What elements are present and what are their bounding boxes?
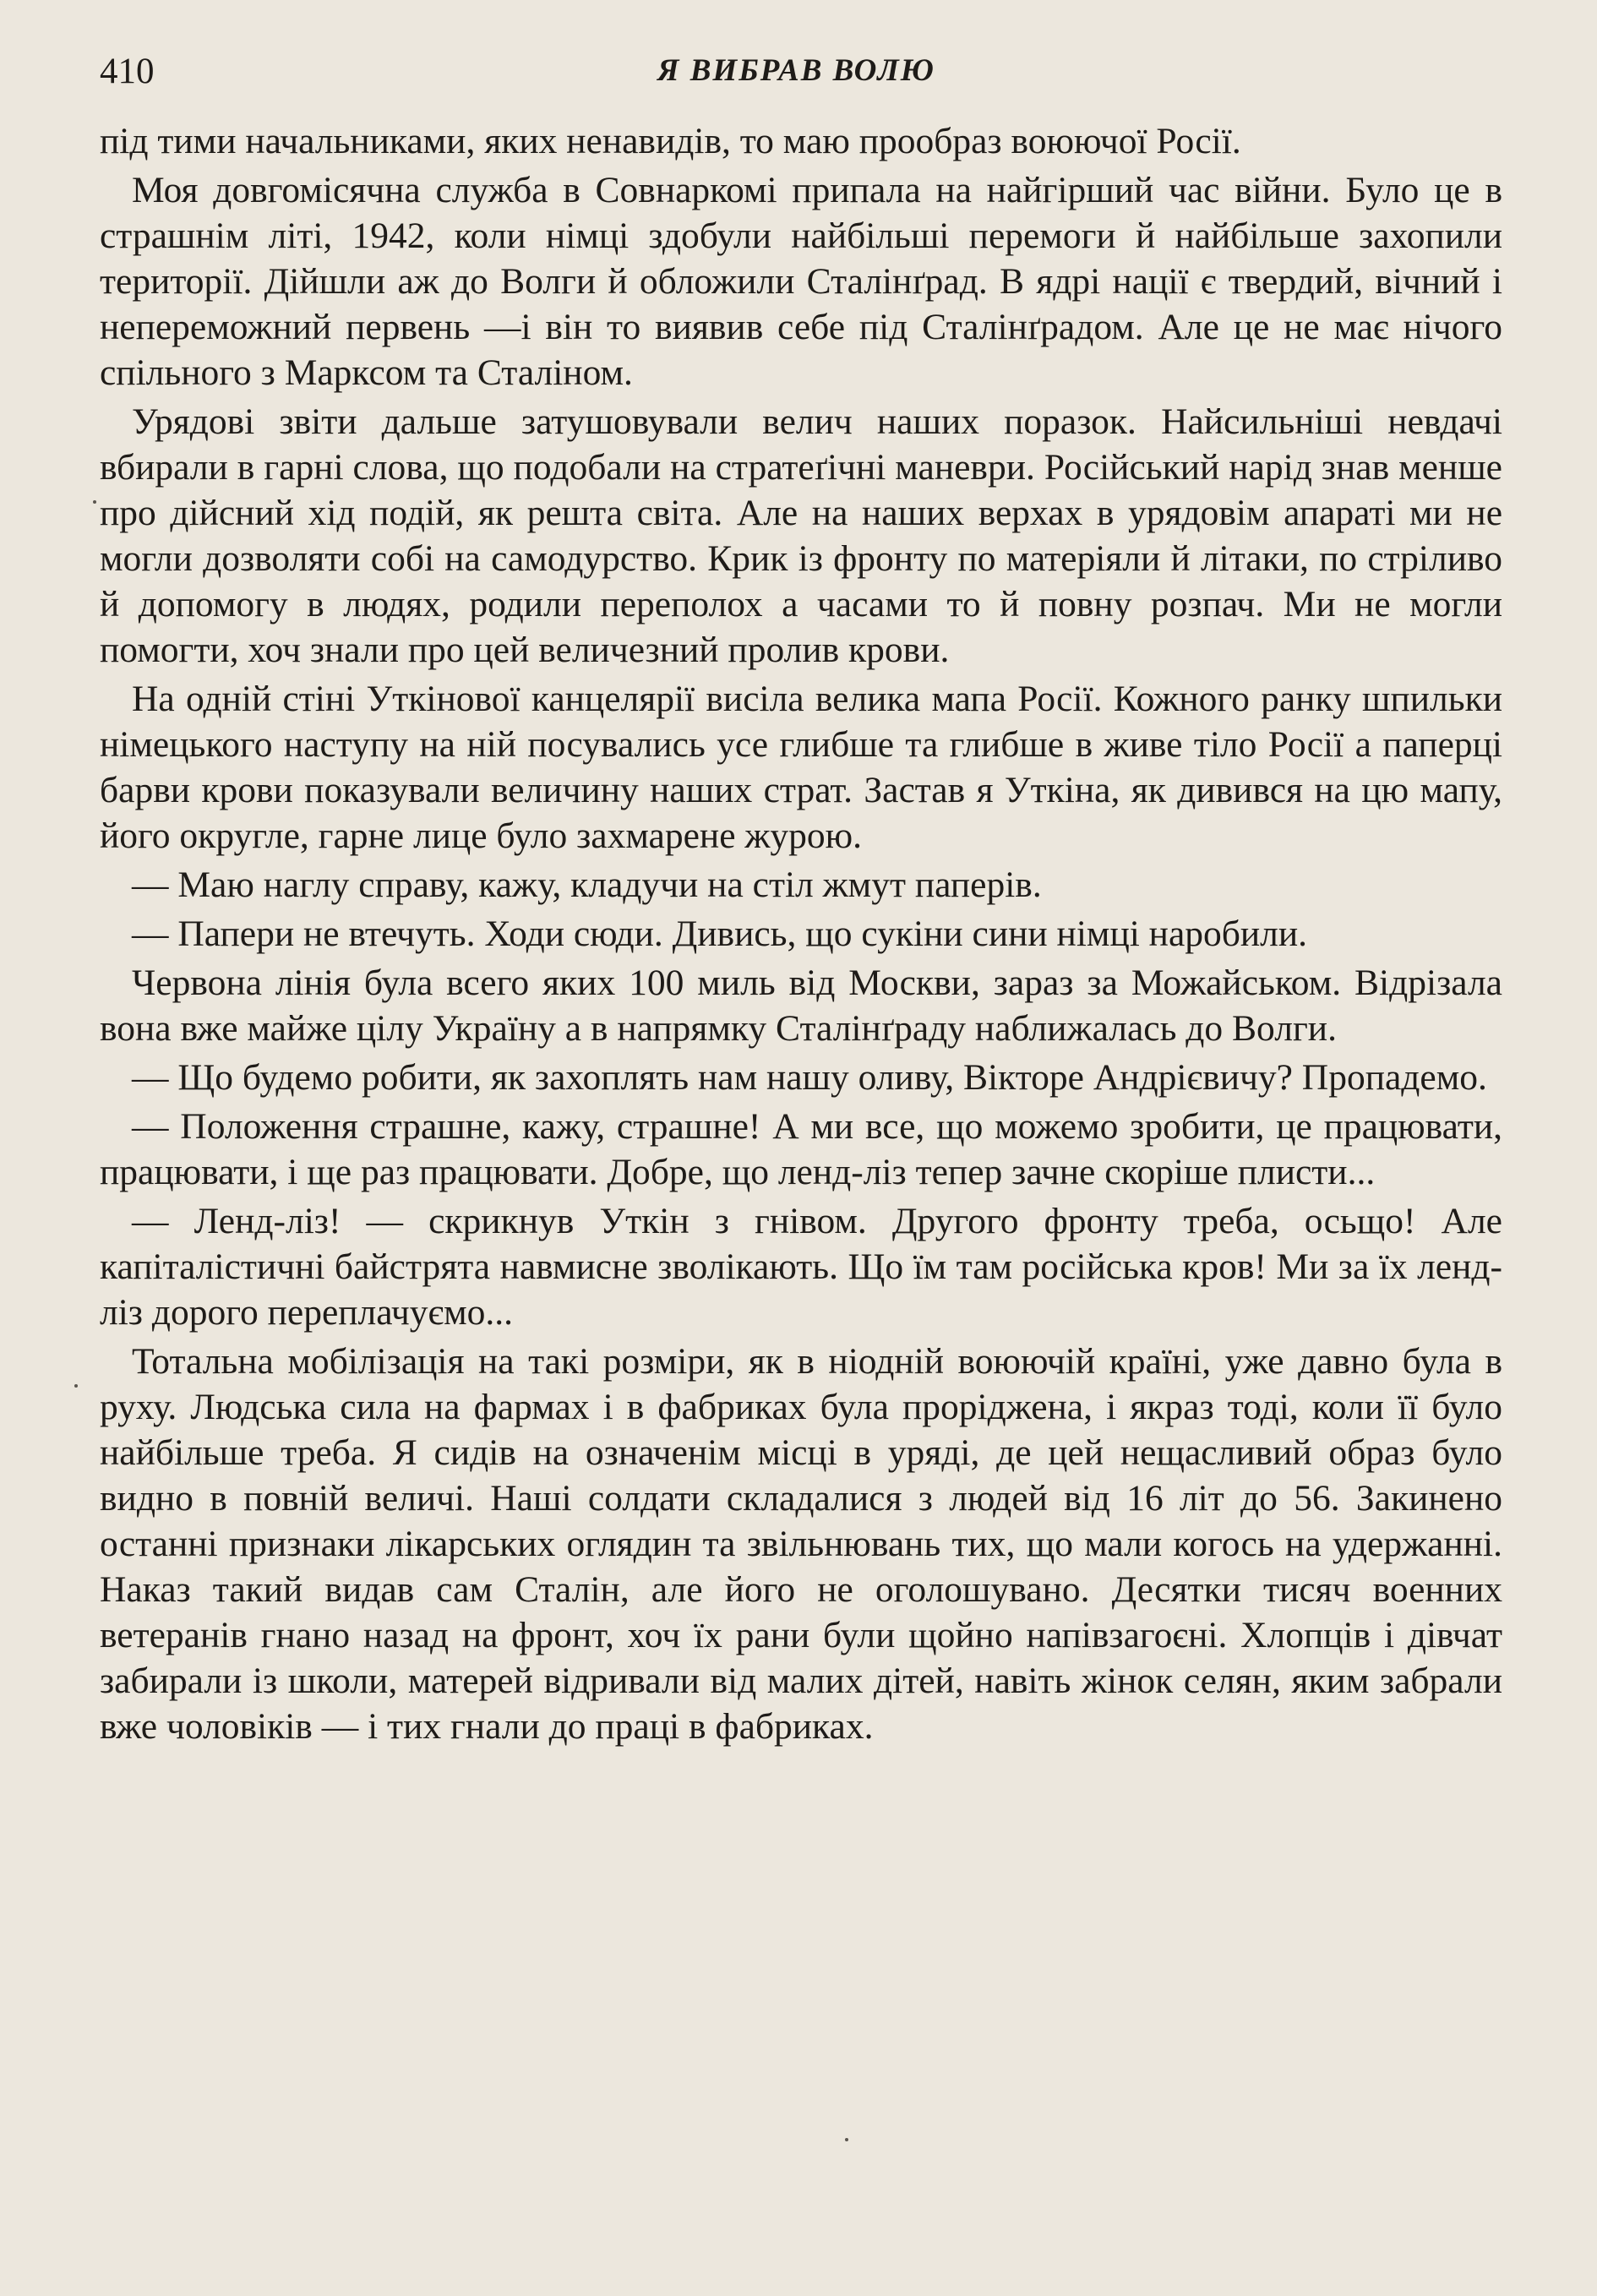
print-speck xyxy=(74,1384,78,1388)
dialogue-line: — Маю наглу справу, кажу, кладучи на стіл жмут паперів. xyxy=(132,864,1042,905)
running-head xyxy=(100,46,1502,96)
running-title: Я ВИБРАВ ВОЛЮ xyxy=(657,53,935,88)
dialogue-line: — Ленд-ліз! — скрикнув Уткін з гнівом. Другого фронту треба, осьщо! Але капіталістичні байстрята навмисне зволікають. Що їм там російська кров! Ми за їх ленд-ліз дорого переплачуємо... xyxy=(100,1201,1502,1333)
body-text xyxy=(100,118,1502,1753)
dialogue-line: — Папери не втечуть. Ходи сюди. Дивись, що сукіни сини німці наробили. xyxy=(132,913,1308,954)
paragraph-continuation: під тими начальниками, яких ненавидів, то маю прообраз воюючої Росії. xyxy=(100,121,1241,161)
paragraph-total-mobilization: Тотальна мобілізація на такі розміри, як в ніодній воюючій країні, уже давно була в руху. Людська сила на фармах і в фабриках була проріджена, і якраз тоді, коли її було найбільше треба. Я сидів на означенім місці в уряді, де цей нещасливий образ було видно в повній величі. Наші солдати складалися з людей від 16 літ до 56. Закинено останні признаки лікарських оглядин та звільнювань тих, що мали когось на удержанні. Наказ такий видав сам Сталін, але його не оголошувано. Десятки тисяч военних ветеранів гнано назад на фронт, хоч їх рани були щойно напівзагоєні. Хлопців і дівчат забирали із школи, матерей відривали від малих дітей, навіть жінок селян, яким забрали вже чоловіків — і тих гнали до праці в фабриках. xyxy=(100,1341,1502,1747)
dialogue-line: — Положення страшне, кажу, страшне! А ми все, що можемо зробити, це працювати, працювати, і ще раз працювати. Добре, що ленд-ліз тепер зачне скоріше плисти... xyxy=(100,1106,1502,1192)
paragraph-red-line: Червона лінія була всего яких 100 миль від Москви, зараз за Можайськом. Відрізала вона вже майже цілу Україну а в напрямку Сталінґраду наближалась до Волги. xyxy=(100,963,1502,1049)
paragraph-sovnarkom-service: Моя довгомісячна служба в Совнаркомі припала на найгірший час війни. Було це в страшнім літі, 1942, коли німці здобули найбільші перемоги й найбільше захопили території. Дійшли аж до Волги й обложили Сталінґрад. В ядрі нації є твердий, вічний і непереможний первень —і він то виявив себе під Сталінґрадом. Але це не має нічого спільного з Марксом та Сталіном. xyxy=(100,170,1502,393)
paragraph-map-of-russia: На одній стіні Уткінової канцелярії висіла велика мапа Росії. Кожного ранку шпильки німецького наступу на ній посувались усе глибше та глибше в живе тіло Росії а паперці барви крови показували величину наших страт. Застав я Уткіна, як дивився на цю мапу, його округле, гарне лице було захмарене журою. xyxy=(100,679,1502,856)
page-number: 410 xyxy=(100,52,155,91)
dialogue-line: — Що будемо робити, як захоплять нам нашу оливу, Вікторе Андрієвичу? Пропадемо. xyxy=(132,1057,1487,1098)
paragraph-government-reports: Урядові звіти дальше затушовували велич наших поразок. Найсильніші невдачі вбирали в гарні слова, що подобали на стратеґічні маневри. Російський нарід знав менше про дійсний хід подій, як решта світа. Але на наших верхах в урядовім апараті ми не могли дозволяти собі на самодурство. Крик із фронту по матеріяли й літаки, по стріливо й допомогу в людях, родили переполох а часами то й повну розпач. Ми не могли помогти, хоч знали про цей величезний пролив крови. xyxy=(100,401,1502,670)
print-speck xyxy=(93,500,96,504)
print-speck xyxy=(845,2138,848,2141)
